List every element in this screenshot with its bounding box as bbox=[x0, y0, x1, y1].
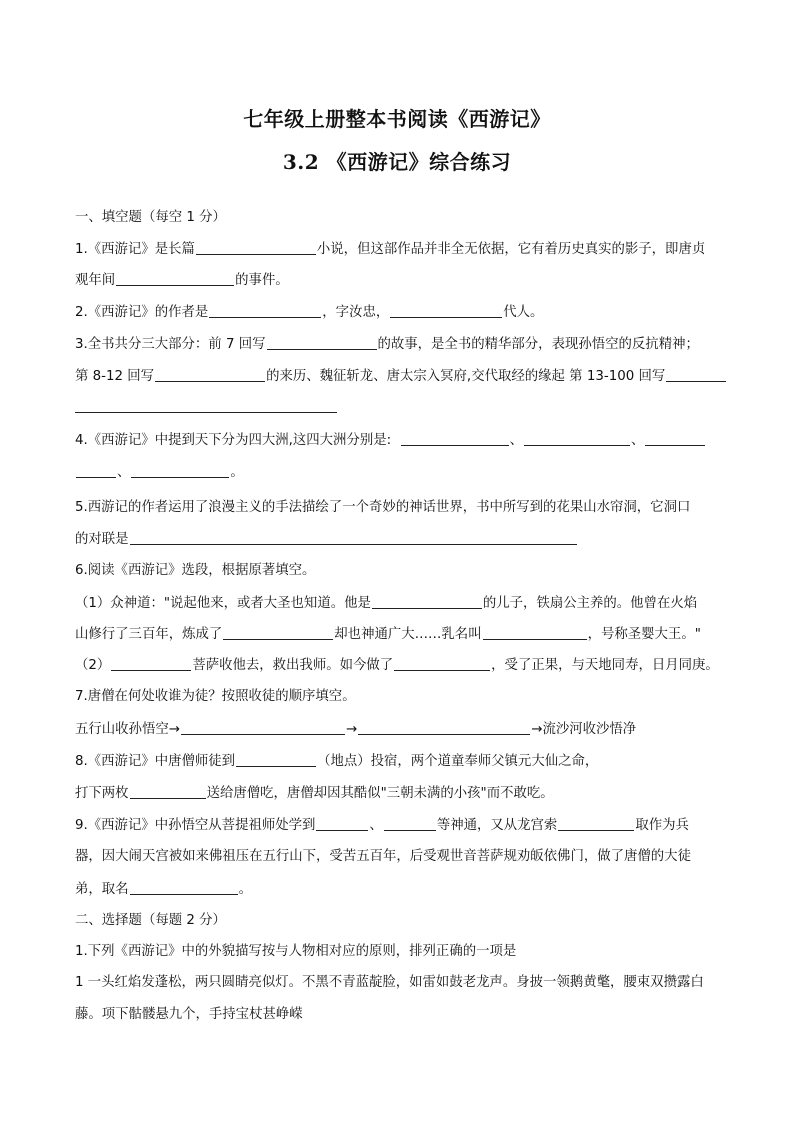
question-5-line-2: 的对联是 bbox=[75, 530, 578, 549]
question-9-line-3: 弟，取名 。 bbox=[75, 882, 252, 897]
answer-blank[interactable] bbox=[645, 431, 705, 446]
question-7: 7.唐僧在何处收谁为徒？按照收徒的顺序填空。 bbox=[75, 689, 356, 704]
arrow-icon: → bbox=[168, 722, 180, 737]
question-5-line-1: 5.西游记的作者运用了浪漫主义的手法描绘了一个奇妙的神话世界，书中所写到的花果山水帘洞，它洞口 bbox=[75, 500, 691, 515]
choice-question-1: 1.下列《西游记》中的外貌描写按与人物相对应的原则，排列正确的一项是 bbox=[75, 944, 517, 959]
question-3-line-2: 第 8-12 回写 的来历、魏征斩龙、唐太宗入冥府,交代取经的缘起 第 13-100 回写 bbox=[75, 367, 727, 386]
answer-blank[interactable] bbox=[384, 816, 436, 831]
question-1-line-2: 观年间 的事件。 bbox=[75, 273, 289, 288]
answer-blank[interactable] bbox=[130, 880, 238, 895]
answer-blank[interactable] bbox=[558, 816, 634, 831]
choice-passage-line-2: 藤。项下骷髅悬九个，手持宝杖甚峥嵘 bbox=[75, 1007, 303, 1022]
section-2-heading: 二、选择题（每题 2 分） bbox=[75, 913, 226, 928]
question-3-line-1: 3.全书共分三大部分：前 7 回写 的故事，是全书的精华部分，表现孙悟空的反抗精神； bbox=[75, 337, 699, 352]
question-4-line-2: 、 。 bbox=[75, 463, 244, 482]
answer-blank[interactable] bbox=[76, 463, 116, 478]
answer-blank[interactable] bbox=[111, 656, 191, 671]
answer-blank[interactable] bbox=[223, 625, 333, 640]
answer-blank[interactable] bbox=[267, 335, 377, 350]
answer-blank[interactable] bbox=[483, 625, 587, 640]
question-8-line-1: 8.《西游记》中唐僧师徒到 （地点）投宿，两个道童奉师父镇元大仙之命， bbox=[75, 754, 599, 769]
answer-blank[interactable] bbox=[236, 752, 316, 767]
answer-blank[interactable] bbox=[666, 367, 726, 382]
answer-blank-continuation[interactable] bbox=[75, 412, 337, 413]
answer-blank[interactable] bbox=[196, 240, 316, 255]
answer-blank[interactable] bbox=[131, 463, 229, 478]
answer-blank[interactable] bbox=[524, 431, 630, 446]
question-9-line-2: 器，因大闹天宫被如来佛祖压在五行山下，受苦五百年，后受观世音菩萨规劝皈依佛门，做了唐僧的大徒 bbox=[75, 849, 691, 864]
answer-blank[interactable] bbox=[394, 656, 490, 671]
question-6-1-line-1: （1）众神道："说起他来，或者大圣也知道。他是 的儿子，铁扇公主养的。他曾在火焰 bbox=[75, 596, 698, 611]
arrow-icon: → bbox=[531, 722, 543, 737]
question-7-chain: 五行山收孙悟空→ → →流沙河收沙悟净 bbox=[75, 722, 637, 737]
answer-blank[interactable] bbox=[155, 367, 265, 382]
question-4-line-1: 4.《西游记》中提到天下分为四大洲,这四大洲分别是: 、 、 bbox=[75, 431, 706, 450]
answer-blank[interactable] bbox=[316, 816, 368, 831]
answer-blank[interactable] bbox=[181, 720, 345, 735]
choice-passage-line-1: 1 一头红焰发蓬松，两只圆睛亮似灯。不黑不青蓝靛脸，如雷如鼓老龙声。身披一领鹅黄氅，腰束双攒露白 bbox=[75, 975, 704, 990]
answer-blank[interactable] bbox=[390, 303, 502, 318]
answer-blank[interactable] bbox=[358, 720, 530, 735]
answer-blank[interactable] bbox=[401, 431, 509, 446]
section-1-heading: 一、填空题（每空 1 分） bbox=[75, 210, 226, 225]
question-6-1-line-2: 山修行了三百年，炼成了 却也神通广大……乳名叫 ，号称圣婴大王。" bbox=[75, 627, 701, 642]
document-subtitle: 3.2 《西游记》综合练习 bbox=[282, 150, 512, 174]
answer-blank[interactable] bbox=[372, 594, 482, 609]
answer-blank[interactable] bbox=[130, 784, 206, 799]
answer-blank[interactable] bbox=[130, 530, 577, 545]
question-1-line-1: 1.《西游记》是长篇 小说，但这部作品并非全无依据，它有着历史真实的影子，即唐贞 bbox=[75, 242, 706, 257]
arrow-icon: → bbox=[345, 722, 358, 737]
document-title: 七年级上册整本书阅读《西游记》 bbox=[243, 107, 551, 131]
question-9-line-1: 9.《西游记》中孙悟空从菩提祖师处学到 、 等神通，又从龙宫索 取作为兵 bbox=[75, 818, 689, 833]
question-8-line-2: 打下两枚 送给唐僧吃，唐僧却因其酷似"三朝未满的小孩"而不敢吃。 bbox=[75, 786, 554, 801]
question-2: 2.《西游记》的作者是 ，字汝忠， 代人。 bbox=[75, 305, 544, 320]
question-6-2: （2） 菩萨收他去，救出我师。如今做了 ，受了正果，与天地同寿，日月同庚。 bbox=[75, 658, 719, 673]
question-6: 6.阅读《西游记》选段，根据原著填空。 bbox=[75, 563, 316, 578]
answer-blank[interactable] bbox=[116, 271, 234, 286]
answer-blank[interactable] bbox=[209, 303, 321, 318]
